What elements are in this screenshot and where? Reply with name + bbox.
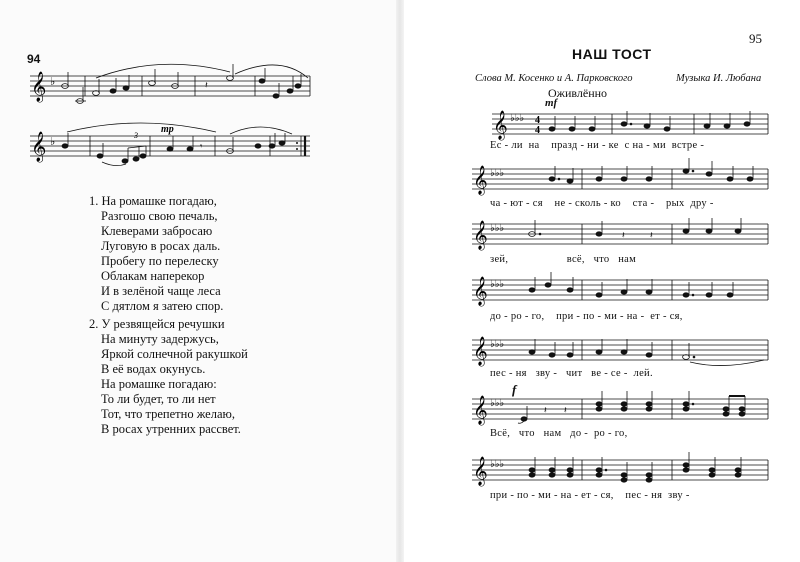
svg-text:♭♭♭: ♭♭♭ [490,223,505,234]
lyric-line-2: ча - ют - ся не - сколь - ко ста - рых дру - [490,198,714,209]
lyric-line-4: до - ро - го, при - по - ми - на - ет - ся, [490,311,683,322]
song-staff-2 [472,163,770,193]
dynamic-mf: mf [545,97,558,109]
svg-text:𝄽: 𝄽 [544,406,547,416]
song-staff-3 [472,218,770,248]
svg-text:𝄽: 𝄽 [564,406,567,416]
verse-line: С дятлом я затею спор. [101,299,224,313]
verse-line: Тот, что трепетно желаю, [101,407,235,421]
words-credit: Слова М. Косенко и А. Парковского [475,73,633,84]
svg-text:♭♭♭: ♭♭♭ [490,279,505,290]
lyric-line-5: пес - ня зву - чит ве - се - лей. [490,368,653,379]
verse-line: То ли будет, то ли нет [101,392,216,406]
svg-text:𝄞: 𝄞 [473,456,488,485]
left-staff-2 [30,122,312,174]
page-number-right: 95 [749,31,762,46]
song-staff-1 [492,108,770,138]
svg-text:𝄞: 𝄞 [473,336,488,365]
svg-text:♭♭♭: ♭♭♭ [490,459,505,470]
svg-text:♭: ♭ [50,135,56,148]
verse-2-line-1: 2. У резвящейся речушки [89,317,225,331]
verse-line: Клеверами забросаю [101,224,213,238]
svg-text:𝄽: 𝄽 [622,231,625,241]
verse-line: Пробегу по перелеску [101,254,219,268]
page-number-left: 94 [27,52,41,66]
lyric-line-3: зей, всё, что нам [490,254,637,265]
svg-text:𝄞: 𝄞 [473,276,488,305]
triplet-mark: 3 [134,131,138,140]
svg-text:♭♭♭: ♭♭♭ [510,113,525,124]
verse-line: Яркой солнечной ракушкой [101,347,248,361]
svg-text:4: 4 [535,115,540,126]
verse-line: В росах утренних рассвет. [101,422,241,436]
svg-text:4: 4 [535,125,540,136]
song-staff-6 [472,391,770,425]
svg-text:𝄞: 𝄞 [493,110,508,139]
lyric-line-7: при - по - ми - на - ет - ся, пес - ня зву - [490,490,690,501]
verse-line: На ромашке погадаю: [101,377,217,391]
svg-text:♭♭♭: ♭♭♭ [490,398,505,409]
svg-text:𝄽: 𝄽 [650,231,653,241]
music-credit: Музыка И. Любана [676,73,762,84]
svg-text:𝄞: 𝄞 [31,72,47,102]
verse-line: На минуту задержусь, [101,332,219,346]
dynamic-mp: mp [161,124,174,135]
lyric-line-1: Ес - ли на празд - ни - ке с на - ми встре - [490,140,705,151]
verse-line: И в зелёной чаще леса [101,284,221,298]
verse-1 [89,194,223,314]
verse-1-line-1: 1. На ромашке погадаю, [89,194,217,208]
book-gutter [396,0,404,562]
song-title: НАШ ТОСТ [572,46,652,62]
lyric-line-6: Всё, что нам до - ро - го, [490,428,628,439]
svg-text:𝄞: 𝄞 [473,395,488,424]
verse-line: В её водах окунусь. [101,362,206,376]
dynamic-f: f [512,382,517,397]
svg-text:𝄾: 𝄾 [200,142,203,152]
verse-line: Разгошо свою печаль, [101,209,218,223]
song-staff-5 [472,334,770,364]
svg-text:♭♭♭: ♭♭♭ [490,339,505,350]
verse-2 [89,317,248,437]
left-staff-1 [30,68,312,118]
svg-text:♭♭♭: ♭♭♭ [490,168,505,179]
svg-text:𝄞: 𝄞 [473,165,488,194]
song-staff-7 [472,452,770,486]
svg-text:𝄞: 𝄞 [473,220,488,249]
svg-text:𝄽: 𝄽 [205,81,208,91]
verse-line: Луговую в росах даль. [101,239,221,253]
verse-line: Облакам наперекор [101,269,205,283]
svg-text:𝄞: 𝄞 [31,132,47,162]
song-staff-4 [472,274,770,304]
svg-text:♭: ♭ [50,75,56,88]
tempo-marking: Оживлённо [548,86,608,100]
